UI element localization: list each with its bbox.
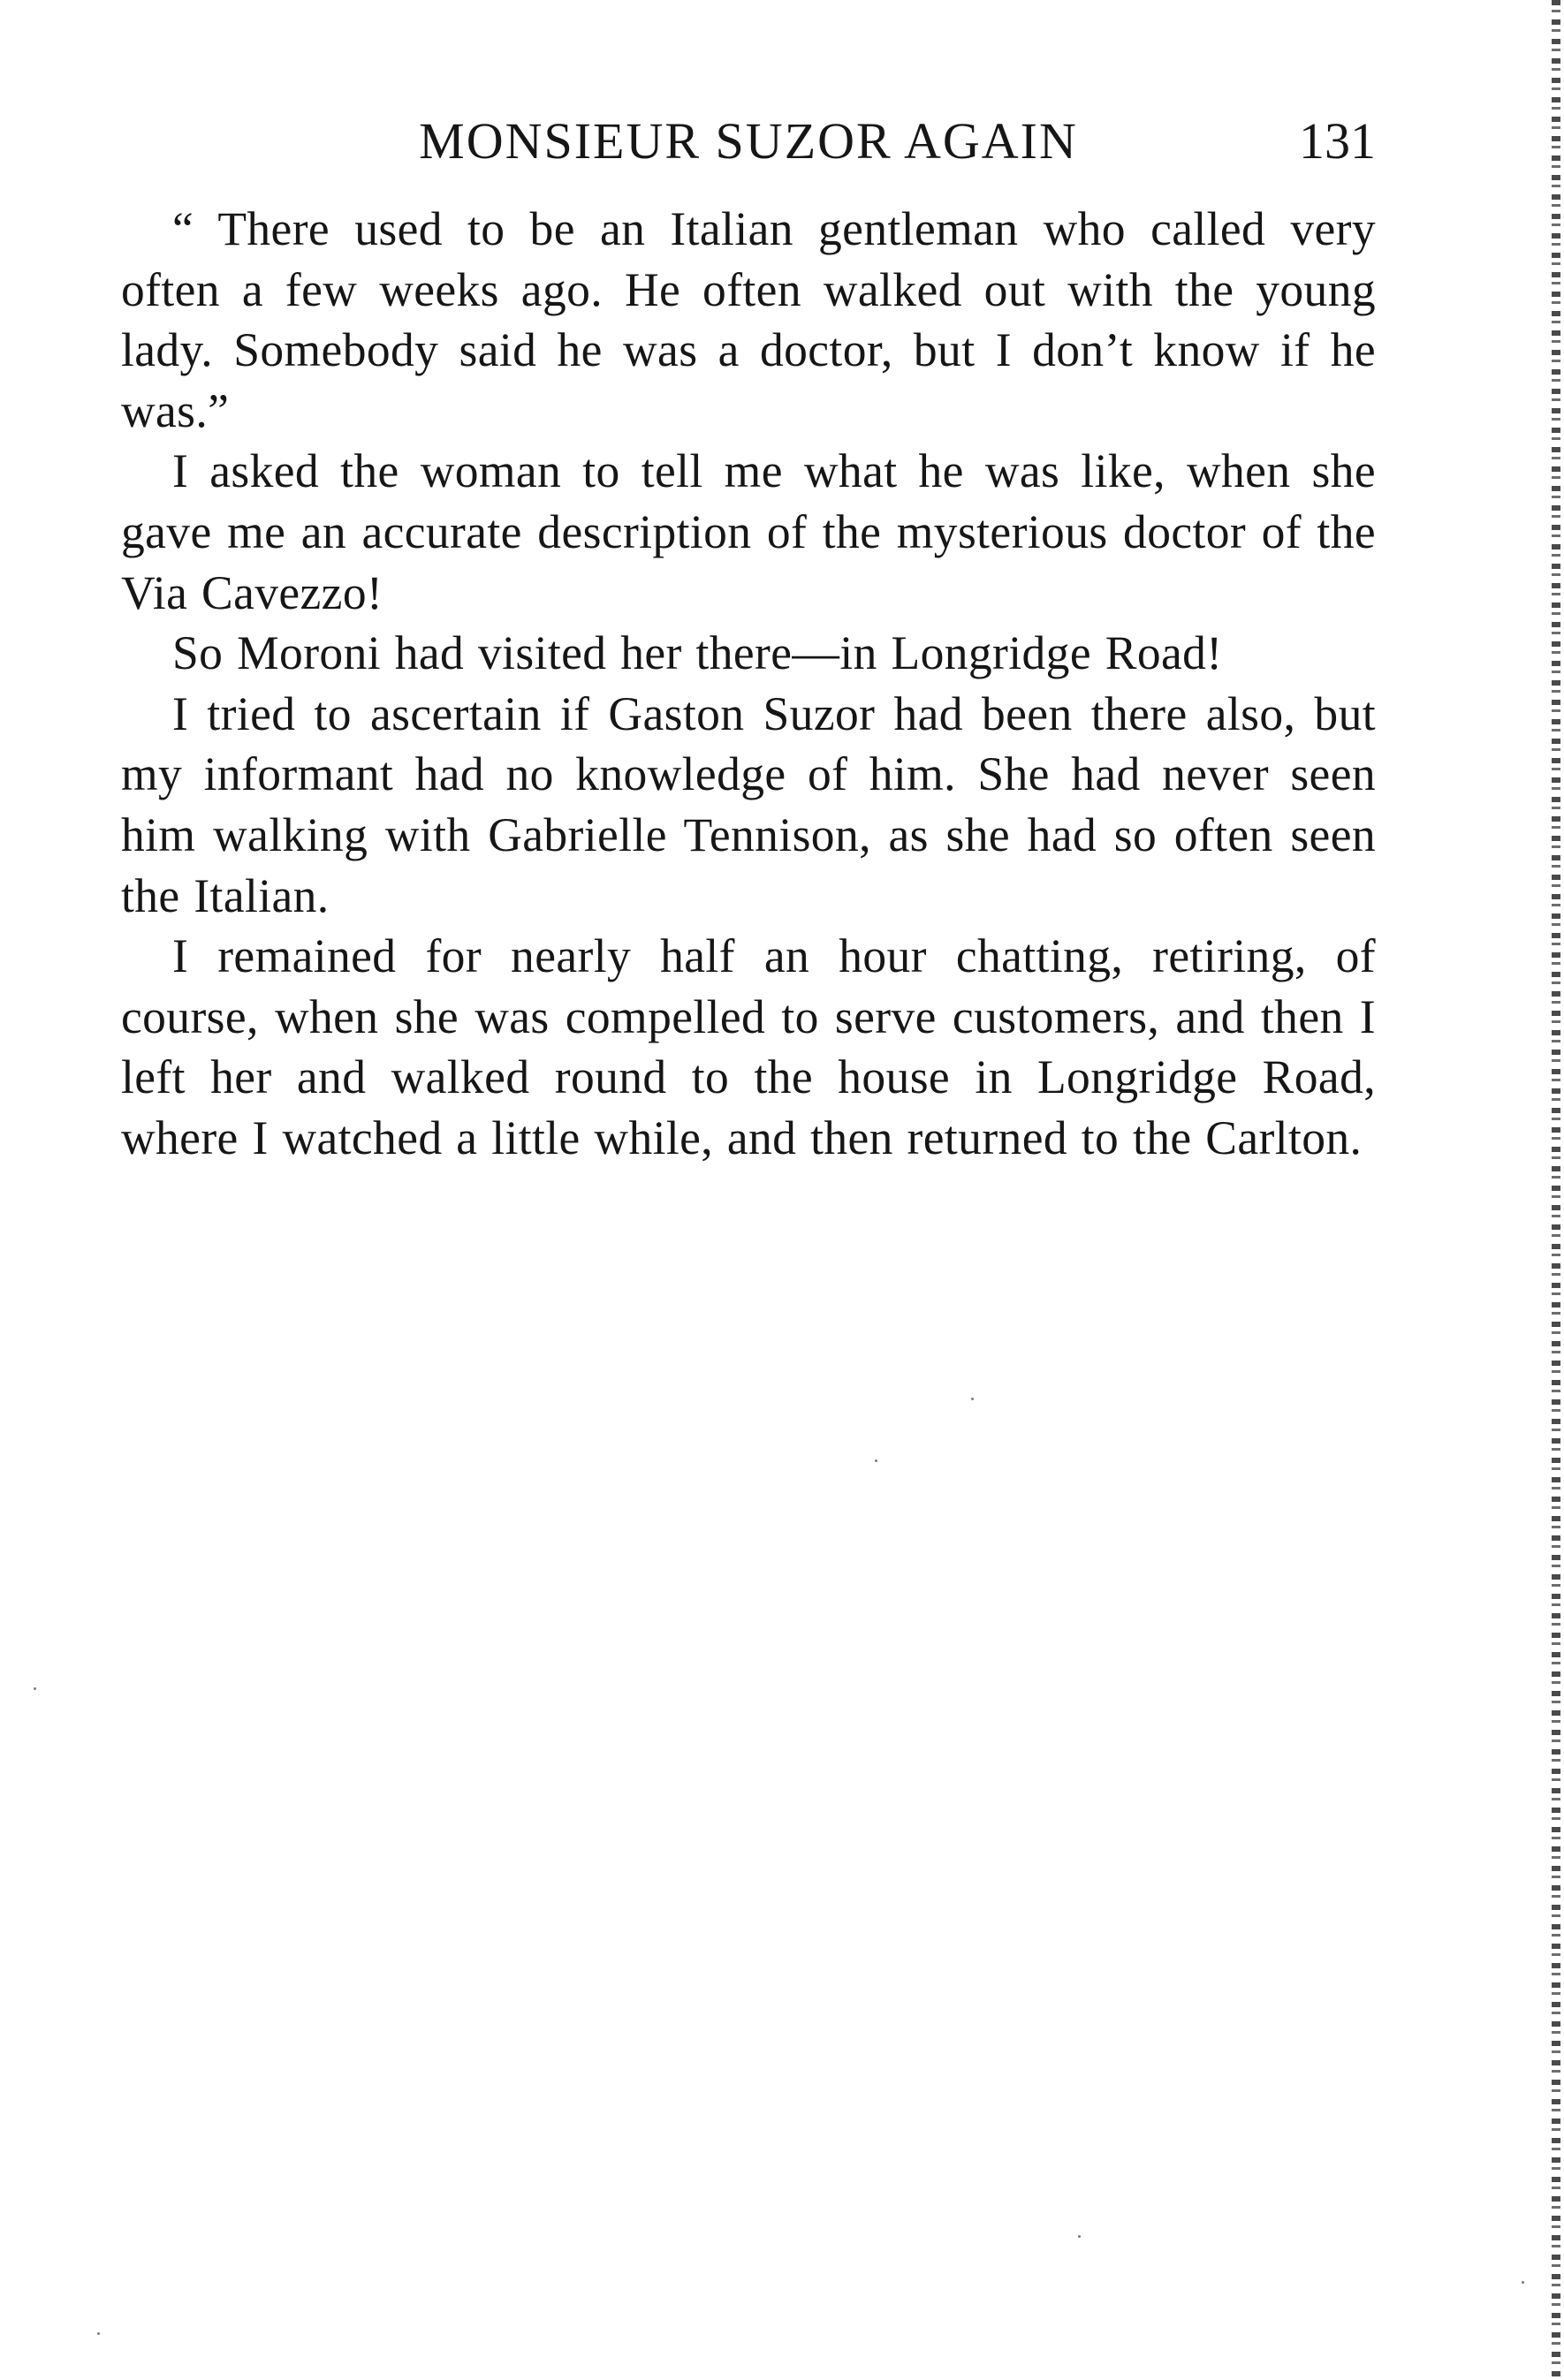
paragraph: So Moroni had visited her there—in Longridge Road! bbox=[172, 626, 1223, 680]
scan-speck bbox=[875, 1459, 877, 1462]
paragraph: I asked the woman to tell me what he was like, when she gave me an accurate description of the mysterious doctor of the Via Cavezzo! bbox=[121, 444, 1376, 619]
scan-speck bbox=[1522, 2281, 1524, 2284]
scan-speck bbox=[34, 1687, 36, 1690]
scan-speck bbox=[971, 1398, 974, 1400]
paragraph: “ There used to be an Italian gentleman who called very often a few weeks ago. He often walked out with the young lady. Somebody said he was a doctor, but I don’t know if he was.” bbox=[121, 202, 1376, 437]
paragraph: I remained for nearly half an hour chatting, retiring, of course, when she was compelled to serve customers, and then I left her and walked round to the house in Longridge Road, where I watched a little while, and then returned to the Carlton. bbox=[121, 929, 1376, 1164]
paragraph: I tried to ascertain if Gaston Suzor had been there also, but my informant had no knowledge of him. She had never seen him walking with Gabrielle Tennison, as she had so often seen the Italian. bbox=[121, 686, 1376, 922]
page-edge-scan-artifact bbox=[1552, 0, 1560, 2380]
body-text bbox=[121, 199, 1376, 1169]
scan-speck bbox=[1078, 2235, 1081, 2238]
running-title: MONSIEUR SUZOR AGAIN bbox=[419, 112, 1078, 170]
page-number: 131 bbox=[1299, 112, 1376, 170]
scan-speck bbox=[97, 2332, 100, 2335]
running-header bbox=[121, 106, 1376, 177]
